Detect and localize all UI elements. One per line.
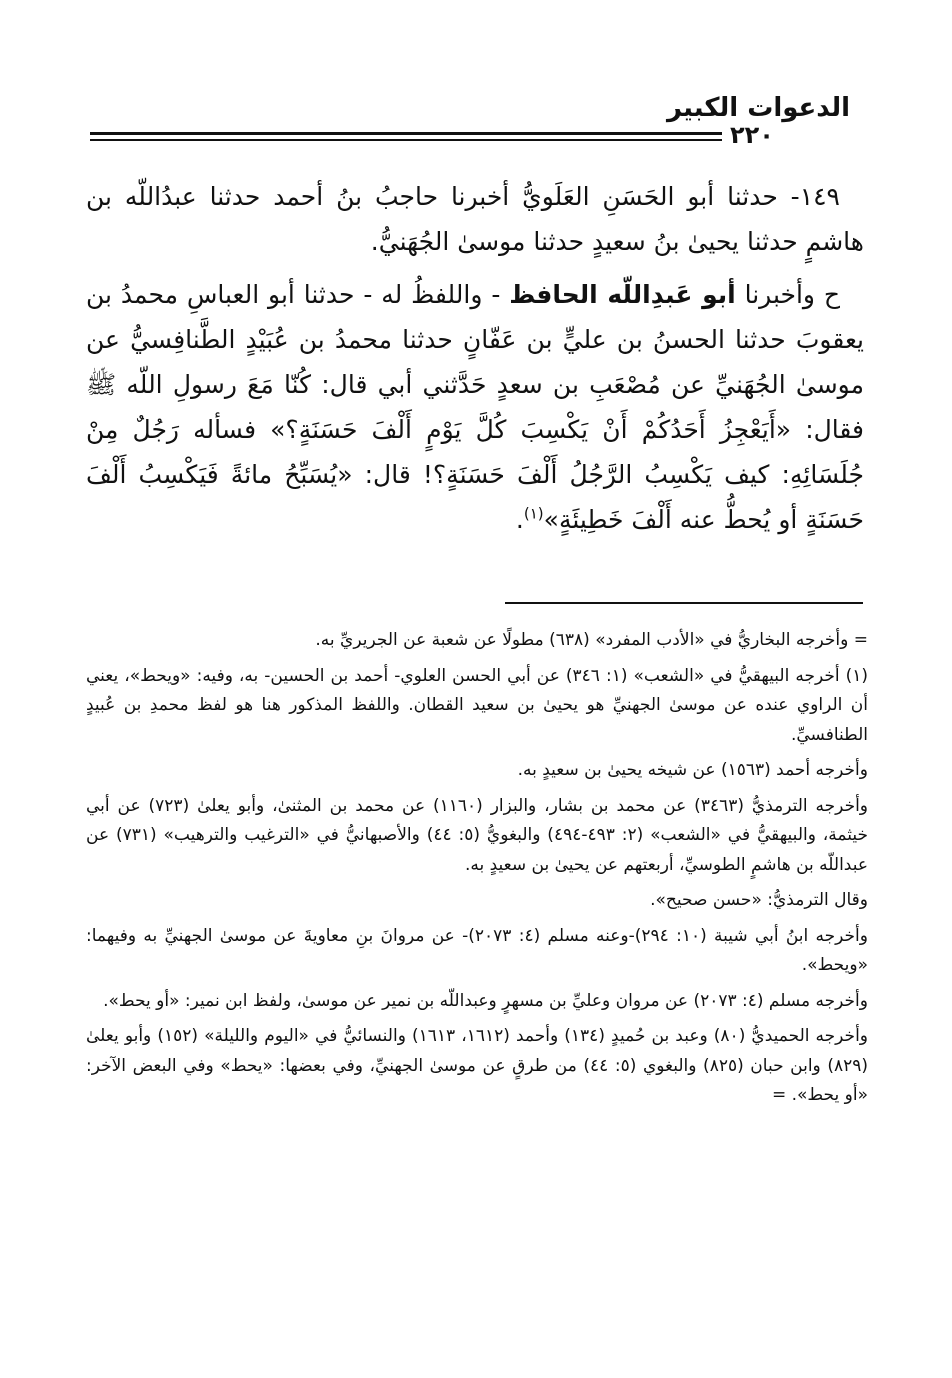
footnote-line: وأخرجه ابنُ أبي شيبة (١٠: ٢٩٤)-وعنه مسلم (٤: ٢٠٧٣)- عن مروانَ بنِ معاويةَ عن موسىٰ الجهنيِّ به وفيهما: «ويحط». [86, 925, 868, 975]
narrator-name-bold: أبو عَبدِاللّه الحافظ [509, 280, 736, 309]
footnote-separator [505, 602, 863, 604]
footnote-continuation: = وأخرجه البخاريُّ في «الأدب المفرد» (٦٣٨) مطولًا عن شعبة عن الجريريِّ به. [315, 630, 868, 650]
paragraph-end-mark: . [515, 505, 524, 534]
hadith-chain-paragraph [86, 174, 864, 264]
page-header [90, 88, 858, 150]
hadith-paragraph [86, 272, 864, 542]
paragraph-text: ١٤٩- حدثنا أبو الحَسَنِ العَلَويُّ أخبرنا حاجبُ بنُ أحمد حدثنا عبدُاللّه بن هاشمٍ حدثنا يحيىٰ بنُ سعيدٍ حدثنا موسىٰ الجُهَنيُّ. [86, 182, 864, 256]
paragraph-text-continued: - واللفظُ له - حدثنا أبو العباسِ محمدُ بن يعقوبَ حدثنا الحسنُ بن عليٍّ بن عَفّانٍ حدثنا محمدُ بن عُبَيْدٍ الطَّنافِسيُّ عن موسىٰ الجُهَنيِّ عن مُصْعَبِ بن سعدٍ حَدَّثني أبي قال: كُنّا مَعَ رسولِ اللّه ﷺ فقال: «أَيَعْجِزُ أَحَدُكُمْ أَنْ يَكْسِبَ كُلَّ يَوْمٍ أَلْفَ حَسَنَةٍ؟» فسأله رَجُلٌ مِنْ جُلَسَائِهِ: كيف يَكْسِبُ الرَّجُلُ أَلْفَ حَسَنَةٍ؟! قال: «يُسَبِّحُ مائةً فَيَكْسِبُ أَلْفَ حَسَنَةٍ أو يُحطُّ عنه أَلْفَ خَطِيئَةٍ» [86, 280, 864, 534]
main-text [86, 174, 864, 542]
page-number: ٢٢٠ [730, 121, 774, 149]
footnote-line: وأخرجه أحمد (١٥٦٣) عن شيخه يحيىٰ بن سعيدٍ به. [517, 760, 868, 780]
header-rule-thin [90, 139, 722, 141]
header-rule-thick [90, 132, 722, 135]
paragraph-text-start: ح وأخبرنا [735, 280, 840, 309]
footnote-1: (١) أخرجه البيهقيُّ في «الشعب» (١: ٣٤٦) عن أبي الحسن العلوي- أحمد بن الحسين- به، وفيه: «ويحط»، يعني أن الراوي عنده عن موسىٰ الجهنيِّ هو يحيىٰ بن سعيد القطان. واللفظ المذكور هنا هو لفظ محمدِ بن عُبيدٍ الطنافسيِّ. [86, 665, 868, 745]
footnote-line: وأخرجه الترمذيُّ (٣٤٦٣) عن محمد بن بشار، والبزار (١١٦٠) عن محمد بن المثنىٰ، وأبو يعلىٰ (٧٢٣) عن أبي خيثمة، والبيهقيُّ في «الشعب» (٢: ٤٩٣-٤٩٤) والبغويُّ (٥: ٤٤) والأصبهانيُّ في «الترغيب والترهيب» (٧٣١) عن عبداللّه بن هاشمٍ الطوسيِّ، أربعتهم عن يحيىٰ بن سعيدٍ به. [86, 795, 869, 875]
footnote-line: وقال الترمذيُّ: «حسن صحيح». [650, 890, 868, 910]
book-title: الدعوات الكبير [666, 93, 850, 123]
footnote-line: وأخرجه مسلم (٤: ٢٠٧٣) عن مروان وعليِّ بن مسهرٍ وعبداللّه بن نمير عن موسىٰ، ولفظ ابن نمير: «أو يحط». [103, 990, 868, 1011]
footnotes [86, 626, 868, 1117]
footnote-reference: (١) [523, 504, 544, 523]
footnote-line: وأخرجه الحميديُّ (٨٠) وعبد بن حُميدٍ (١٣٤) وأحمد (١٦١٢، ١٦١٣) والنسائيُّ في «اليوم والليلة» (١٥٢) وأبو يعلىٰ (٨٢٩) وابن حبان (٨٢٥) والبغوي (٥: ٤٤) من طرقٍ عن موسىٰ الجهنيِّ، وفي بعضها: «يحط» وفي البعض الآخر: «أو يحط». = [86, 1026, 869, 1105]
